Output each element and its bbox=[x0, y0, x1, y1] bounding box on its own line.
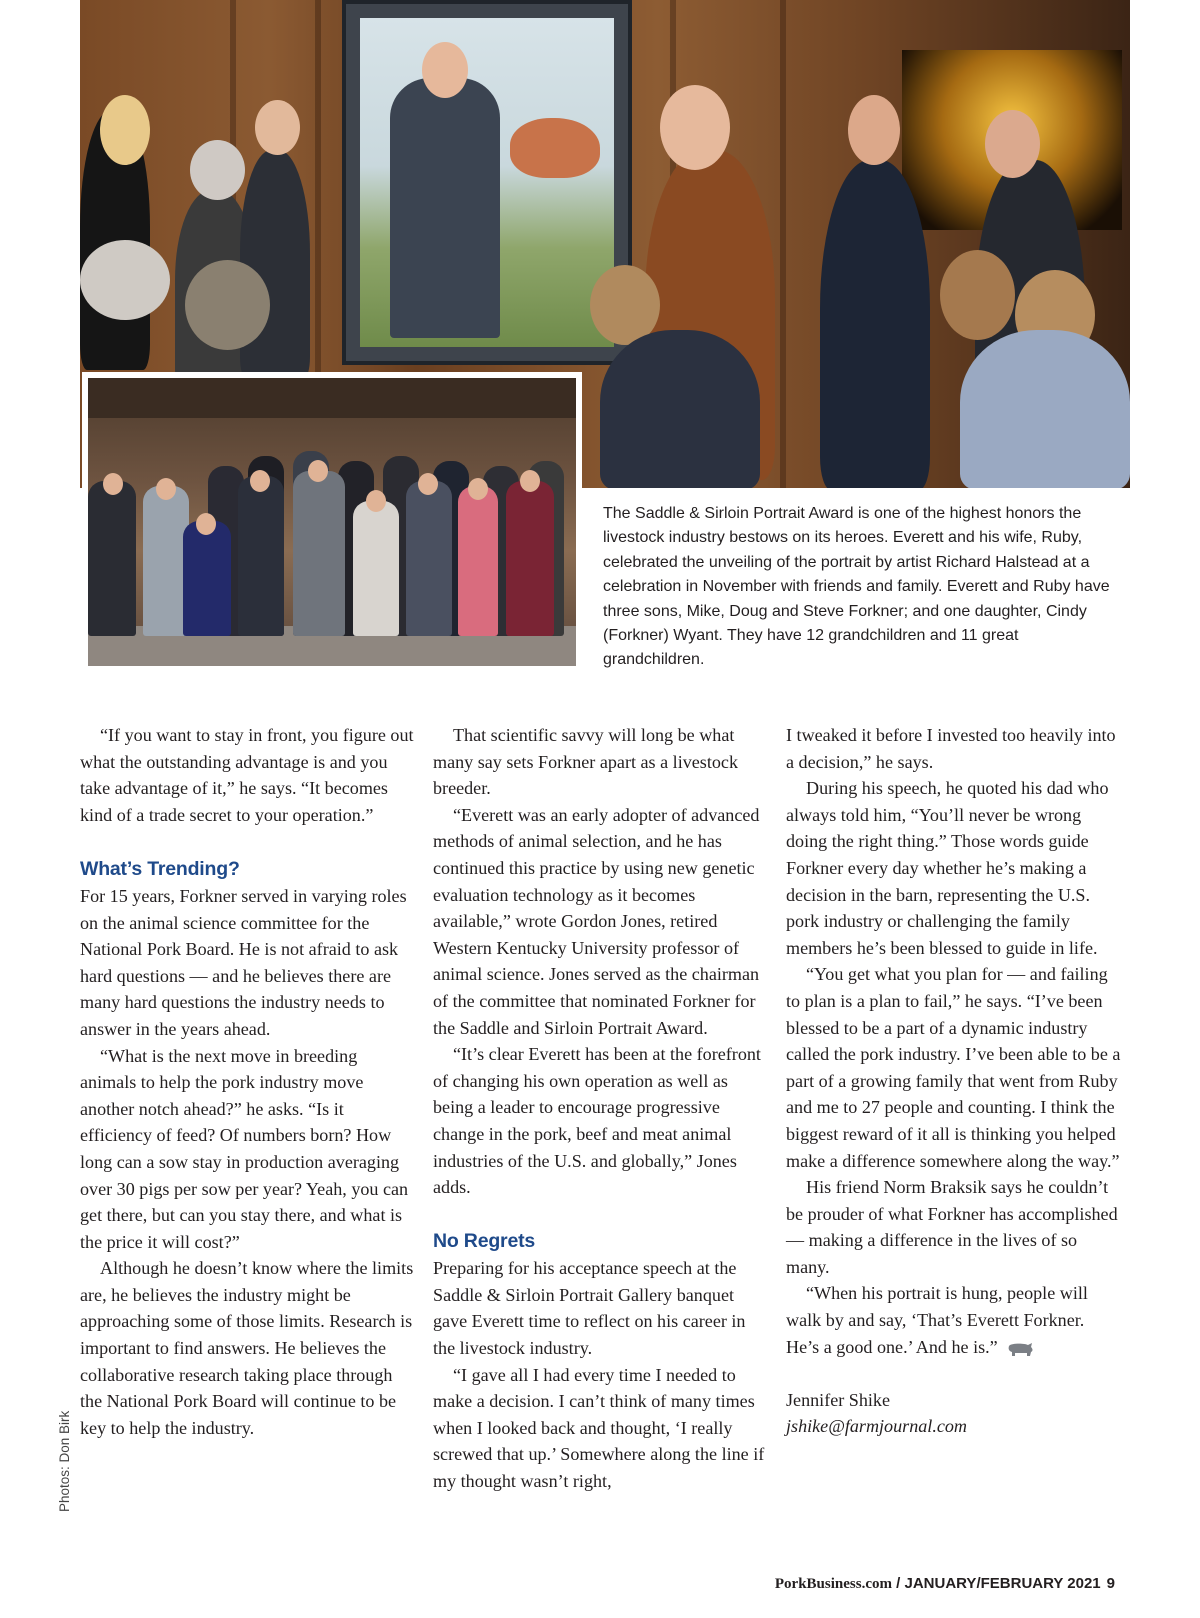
family-member-head bbox=[468, 478, 488, 500]
paragraph: “Everett was an early adopter of advanced methods of animal selection, and he has continued this practice by using new genetic evaluation technology as it becomes available,” wrote Gordon Jones, retired Western Kentucky University professor of animal science. Jones served as the chairman of the committee that nominated Forkner for the Saddle and Sirloin Portrait Award. bbox=[433, 804, 760, 1038]
photo-caption: The Saddle & Sirloin Portrait Award is one of the highest honors the livestock industry bestows on its heroes. Everett and his wife, Ruby, celebrated the unveiling of the portrait by artist Richard Halstead at a celebration in November with friends and family. Everett and Ruby have three sons, Mike, Doug and Steve Forkner; and one daughter, Cindy (Forkner) Wyant. They have 12 grandchildren and 11 great grandchildren. bbox=[603, 505, 1110, 669]
paragraph: Preparing for his acceptance speech at the Saddle & Sirloin Portrait Gallery banquet gave Everett time to reflect on his career in the livestock industry. bbox=[433, 1258, 746, 1359]
portrait-head bbox=[422, 42, 468, 98]
paragraph: “What is the next move in breeding animals to help the pork industry move another notch ahead?” he asks. “Is it efficiency of feed? Of numbers born? How long can a sow stay in production averaging over 30 pigs per sow per year? Yeah, you can get there, but can you stay there, and what is the price it will cost?” bbox=[80, 1045, 409, 1252]
paragraph: “You get what you plan for — and failing to plan is a plan to fail,” he says. “I’ve been blessed to be a part of a dynamic industry called the pork industry. I’ve been able to be a part of a growing family that went from Ruby and me to 27 people and counting. I think the biggest reward of it all is thinking you helped make a difference somewhere along the way.” bbox=[786, 964, 1121, 1171]
guest-head bbox=[848, 95, 900, 165]
guest-figure bbox=[820, 160, 930, 488]
article-column-2 bbox=[433, 722, 768, 1495]
family-member-head bbox=[196, 513, 216, 535]
family-member bbox=[293, 471, 345, 636]
paragraph: For 15 years, Forkner served in varying roles on the animal science committee for the National Pork Board. He is not afraid to ask hard questions — and he believes there are many hard questions the industry needs to answer in the years ahead. bbox=[80, 885, 407, 1039]
portrait-painting bbox=[342, 0, 632, 365]
paragraph-gap bbox=[433, 1201, 768, 1228]
page-number: 9 bbox=[1106, 1575, 1115, 1592]
guest-figure bbox=[240, 150, 310, 380]
guest-head bbox=[940, 250, 1015, 340]
family-member bbox=[353, 501, 399, 636]
portrait-canvas bbox=[360, 18, 614, 347]
family-member-head bbox=[520, 470, 540, 492]
footer-site: PorkBusiness.com bbox=[774, 1576, 892, 1592]
guest-figure bbox=[960, 330, 1130, 488]
wood-plank bbox=[780, 0, 786, 488]
pig-icon bbox=[1006, 1341, 1034, 1357]
paragraph-text: “When his portrait is hung, people will walk by and say, ‘That’s Everett Forkner. He’s a good one.’ And he is.” bbox=[786, 1283, 1088, 1357]
guest-figure bbox=[600, 330, 760, 488]
portrait-figure bbox=[390, 78, 500, 338]
paragraph: “I gave all I had every time I needed to make a decision. I can’t think of many times when I looked back and thought, ‘I really screwed that up.’ Somewhere along the line if my thought wasn’t right, bbox=[433, 1364, 765, 1492]
footer-separator: / bbox=[891, 1575, 905, 1592]
guest-head bbox=[190, 140, 245, 200]
section-heading: No Regrets bbox=[433, 1230, 536, 1253]
family-member-head bbox=[250, 470, 270, 492]
guest-head bbox=[80, 240, 170, 320]
author-name: Jennifer Shike bbox=[786, 1389, 891, 1410]
guest-head bbox=[100, 95, 150, 165]
guest-head bbox=[255, 100, 300, 155]
family-member-head bbox=[366, 490, 386, 512]
family-member bbox=[406, 481, 452, 636]
family-member-head bbox=[103, 473, 123, 495]
family-member bbox=[88, 481, 136, 636]
paragraph-gap bbox=[80, 828, 415, 855]
paragraph: I tweaked it before I invested too heavily into a decision,” he says. bbox=[786, 725, 1116, 772]
paragraph: Although he doesn’t know where the limits are, he believes the industry might be approaching some of those limits. Research is important to find answers. He believes the collaborative research taking place through the National Pork Board will continue to be key to help the industry. bbox=[80, 1258, 414, 1438]
family-member-head bbox=[418, 473, 438, 495]
family-member-head bbox=[308, 460, 328, 482]
paragraph: “If you want to stay in front, you figure out what the outstanding advantage is and you take advantage of it,” he says. “It becomes kind of a trade secret to your operation.” bbox=[80, 725, 414, 825]
family-member-head bbox=[156, 478, 176, 500]
ceiling bbox=[88, 378, 576, 418]
page-footer bbox=[775, 1575, 1115, 1593]
paragraph: “It’s clear Everett has been at the forefront of changing his own operation as well as being a leader to encourage progressive change in the pork, beef and meat animal industries of the U.S. and globally,” Jones adds. bbox=[433, 1044, 761, 1198]
family-group-photo bbox=[82, 372, 582, 672]
author-email: jshike@farmjournal.com bbox=[786, 1416, 967, 1437]
guest-head bbox=[185, 260, 270, 350]
family-member bbox=[238, 476, 284, 636]
family-member bbox=[183, 521, 231, 636]
photo-credit: Photos: Don Birk bbox=[57, 1410, 72, 1512]
family-member bbox=[506, 481, 554, 636]
paragraph: During his speech, he quoted his dad who always told him, “You’ll never be wrong doing the right thing.” Those words guide Forkner every day whether he’s making a decision in the barn, representing the U.S. pork industry or challenging the family members he’s been blessed to guide in life. bbox=[786, 778, 1109, 958]
guest-head bbox=[985, 110, 1040, 178]
footer-issue: JANUARY/FEBRUARY 2021 bbox=[904, 1575, 1101, 1592]
honoree-head bbox=[660, 85, 730, 170]
portrait-pig-statue bbox=[510, 118, 600, 178]
paragraph-gap bbox=[786, 1360, 1121, 1387]
article-column-3 bbox=[786, 722, 1121, 1440]
article-column-1 bbox=[80, 722, 415, 1441]
closing-paragraph bbox=[786, 1280, 1121, 1360]
family-member bbox=[458, 486, 498, 636]
paragraph: That scientific savvy will long be what many say sets Forkner apart as a livestock breeder. bbox=[433, 725, 738, 799]
section-heading: What’s Trending? bbox=[80, 857, 240, 880]
paragraph: His friend Norm Braksik says he couldn’t be prouder of what Forkner has accomplished — making a difference in the lives of so many. bbox=[786, 1177, 1118, 1277]
